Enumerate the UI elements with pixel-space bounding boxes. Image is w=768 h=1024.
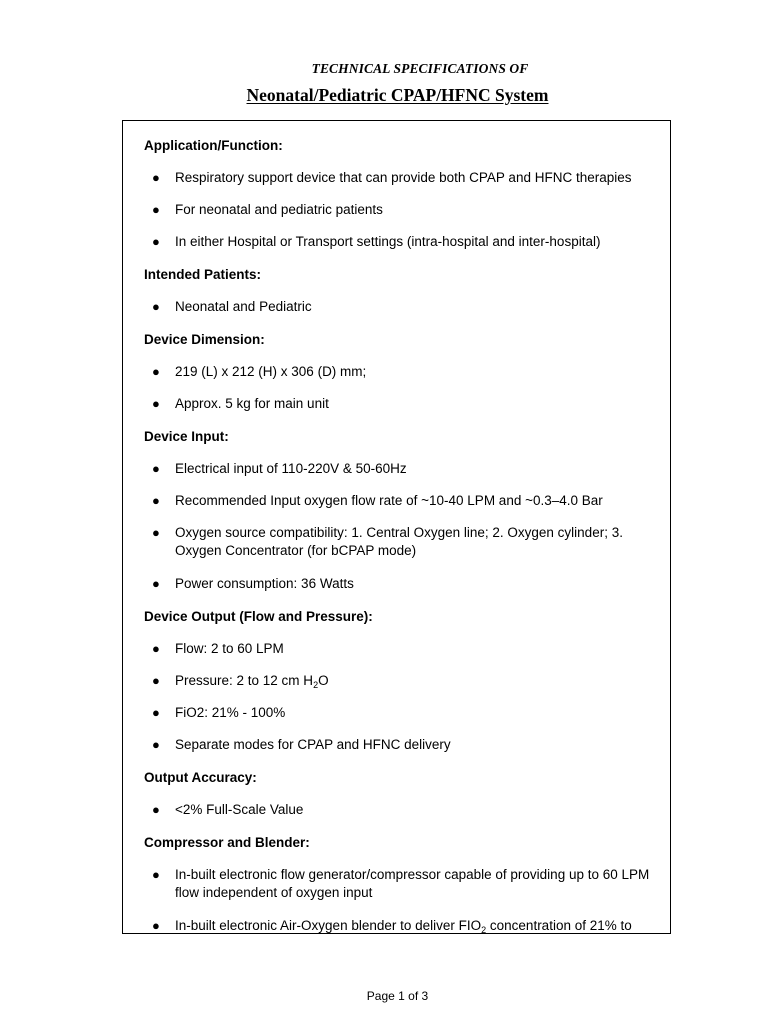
bullet-icon: ● xyxy=(152,202,160,217)
bullet-icon: ● xyxy=(152,234,160,249)
bullet-icon: ● xyxy=(152,918,160,933)
bullet-icon: ● xyxy=(152,493,160,508)
list-item: ● FiO2: 21% - 100% xyxy=(152,705,286,720)
bullet-icon: ● xyxy=(152,673,160,688)
section-title: Output Accuracy: xyxy=(144,770,257,785)
list-item: ● For neonatal and pediatric patients xyxy=(152,202,383,217)
bullet-icon: ● xyxy=(152,641,160,656)
section-title: Intended Patients: xyxy=(144,267,262,282)
section-title: Device Input: xyxy=(144,429,229,444)
bullet-icon: ● xyxy=(152,867,160,882)
doc-title: Neonatal/Pediatric CPAP/HFNC System xyxy=(246,85,549,105)
list-item: ● 219 (L) x 212 (H) x 306 (D) mm; xyxy=(152,364,367,379)
bullet-icon: ● xyxy=(152,737,160,752)
bullet-icon: ● xyxy=(152,299,160,314)
list-item: ● Separate modes for CPAP and HFNC delivery xyxy=(152,737,451,752)
bullet-icon: ● xyxy=(152,802,160,817)
list-item: ● Respiratory support device that can provide both CPAP and HFNC therapies xyxy=(152,170,632,185)
subscript: 2 xyxy=(481,925,487,934)
page-footer: Page 1 of 3 xyxy=(366,989,429,1003)
list-item: ● Pressure: 2 to 12 cm $H_2O$ xyxy=(152,673,329,690)
bullet-icon: ● xyxy=(152,461,160,476)
bullet-icon: ● xyxy=(152,705,160,720)
list-item: ● Oxygen source compatibility: 1. Central Oxygen line; 2. Oxygen cylinder; 3. Oxygen Concentrator (for bCPAP mode) xyxy=(152,525,623,558)
bullet-icon: ● xyxy=(152,364,160,379)
list-item: ● In-built electronic Air-Oxygen blender to deliver $FIO_2$ concentration of 21% to xyxy=(152,918,632,934)
list-item: ● <2% Full-Scale Value xyxy=(152,802,304,817)
section-title: Device Output (Flow and Pressure): xyxy=(144,609,373,624)
list-item: ● Power consumption: 36 Watts xyxy=(152,576,354,591)
list-item: ● In either Hospital or Transport settings (intra-hospital and inter-hospital) xyxy=(152,234,601,249)
section-title: Device Dimension: xyxy=(144,332,265,347)
section-title: Compressor and Blender: xyxy=(144,835,310,850)
spec-box xyxy=(122,120,671,934)
bullet-icon: ● xyxy=(152,576,160,591)
bullet-icon: ● xyxy=(152,525,160,540)
list-item: ● In-built electronic flow generator/compressor capable of providing up to 60 LPM flow independent of oxygen input xyxy=(152,867,650,900)
list-item: ● Neonatal and Pediatric xyxy=(152,299,312,314)
list-item: ● Flow: 2 to 60 LPM xyxy=(152,641,284,656)
list-item: ● Approx. 5 kg for main unit xyxy=(152,396,329,411)
subscript: 2 xyxy=(313,680,319,690)
bullet-icon: ● xyxy=(152,396,160,411)
doc-heading: TECHNICAL SPECIFICATIONS OF xyxy=(311,61,529,76)
list-item: ● Electrical input of 110-220V & 50-60Hz xyxy=(152,461,407,476)
section-title: Application/Function: xyxy=(144,138,283,153)
list-item: ● Recommended Input oxygen flow rate of ~10-40 LPM and ~0.3–4.0 Bar xyxy=(152,493,603,508)
bullet-icon: ● xyxy=(152,170,160,185)
